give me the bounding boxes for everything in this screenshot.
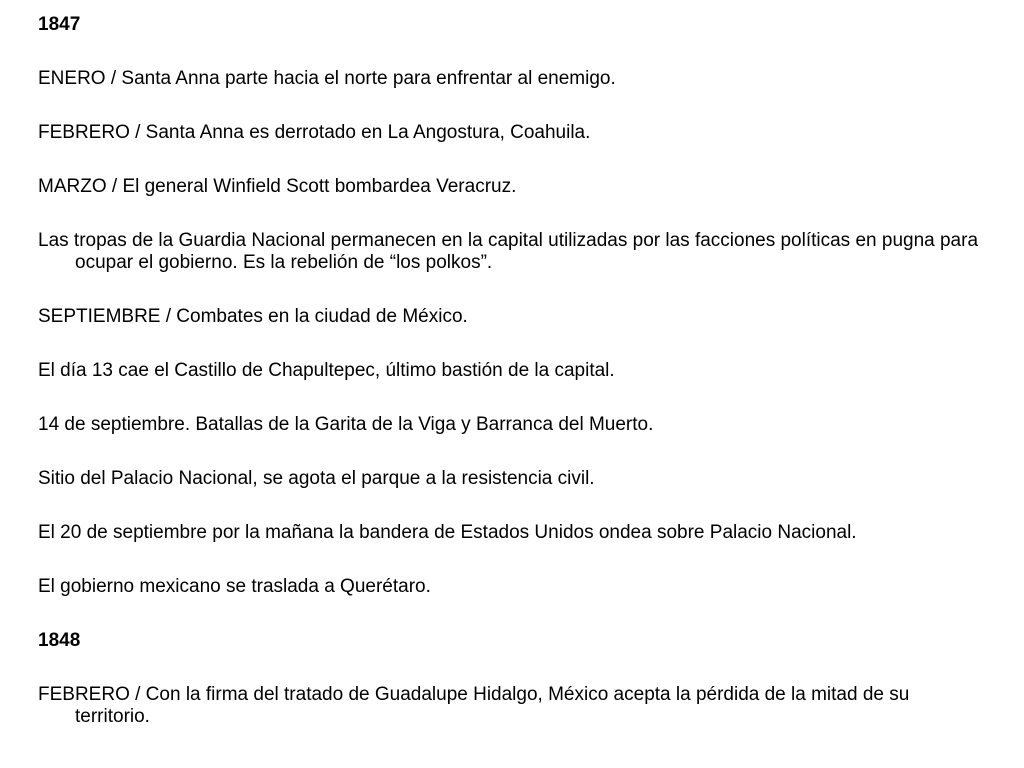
year-heading-1847: 1847 (38, 14, 81, 35)
entry-20-septiembre: El 20 de septiembre por la mañana la bandera de Estados Unidos ondea sobre Palacio Nacional. (38, 522, 857, 543)
entry-tratado-guadalupe: FEBRERO / Con la firma del tratado de Guadalupe Hidalgo, México acepta la pérdida de la mitad de su territorio. (38, 684, 910, 727)
entry-septiembre: SEPTIEMBRE / Combates en la ciudad de México. (38, 306, 468, 327)
entry-enero: ENERO / Santa Anna parte hacia el norte para enfrentar al enemigo. (38, 68, 616, 89)
entry-chapultepec: El día 13 cae el Castillo de Chapultepec, último bastión de la capital. (38, 360, 615, 381)
year-heading-1848: 1848 (38, 630, 81, 651)
entry-sitio-palacio: Sitio del Palacio Nacional, se agota el parque a la resistencia civil. (38, 468, 595, 489)
entry-14-septiembre: 14 de septiembre. Batallas de la Garita de la Viga y Barranca del Muerto. (38, 414, 654, 435)
entry-marzo: MARZO / El general Winfield Scott bombardea Veracruz. (38, 176, 517, 197)
entry-guardia-nacional: Las tropas de la Guardia Nacional permanecen en la capital utilizadas por las facciones políticas en pugna para ocupar el gobierno. Es la rebelión de “los polkos”. (38, 230, 979, 273)
entry-queretaro: El gobierno mexicano se traslada a Querétaro. (38, 576, 431, 597)
entry-febrero: FEBRERO / Santa Anna es derrotado en La Angostura, Coahuila. (38, 122, 591, 143)
document-body (38, 14, 988, 760)
